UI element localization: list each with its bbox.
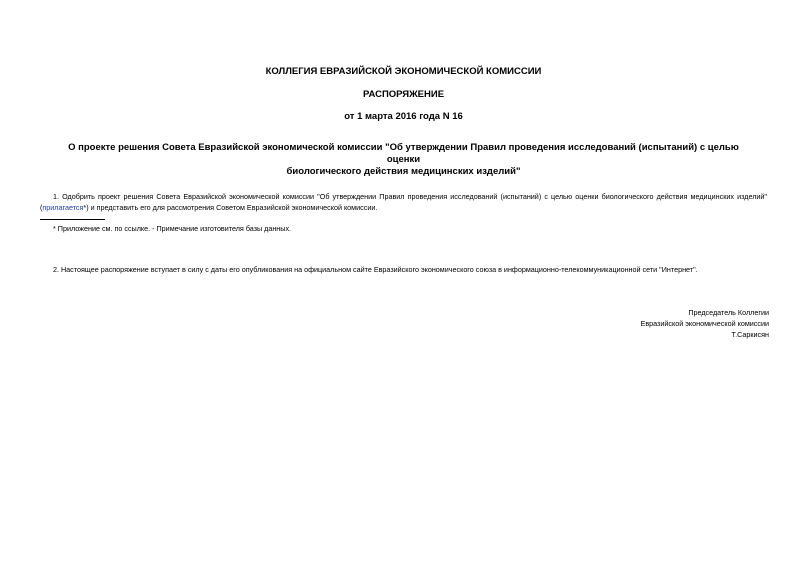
paragraph-2: 2. Настоящее распоряжение вступает в силу с даты его опубликования на официальном сайте Евразийского экономического союза в информационно-телекоммуникационной сети "Интернет". [53, 265, 698, 274]
subject-line-1: О проекте решения Совета Евразийской экономической комиссии "Об утверждении Правил проведения исследований (испытаний) с целью оценки [68, 142, 739, 165]
document-subject [60, 142, 747, 178]
attachment-link[interactable]: прилагается [42, 202, 84, 212]
signatory-name: Т.Саркисян [731, 330, 769, 339]
document-type-heading: РАСПОРЯЖЕНИЕ [362, 89, 445, 100]
footnote-separator [40, 219, 105, 220]
signature-title: Председатель Коллегии [688, 308, 769, 317]
document-date-number: от 1 марта 2016 года N 16 [344, 111, 463, 122]
issuing-body-heading: КОЛЛЕГИЯ ЕВРАЗИЙСКОЙ ЭКОНОМИЧЕСКОЙ КОМИССИИ [265, 66, 542, 77]
paragraph-1-text-a: 1. Одобрить проект решения Совета Евразийской экономической комиссии "Об утверждении Правил проведения исследований (испытаний) с целью оценки биологического действия медицинских изделий" ( [40, 192, 767, 212]
paragraph-1-text-b: *) и представить его для рассмотрения Советом Евразийской экономической комиссии. [83, 202, 378, 212]
footnote-text: * Приложение см. по ссылке. - Примечание изготовителя базы данных. [53, 224, 292, 233]
signature-organization: Евразийской экономической комиссии [640, 319, 769, 328]
signature-block [641, 307, 769, 340]
subject-line-2: биологического действия медицинских изделий" [286, 166, 521, 177]
paragraph-1 [40, 192, 767, 213]
